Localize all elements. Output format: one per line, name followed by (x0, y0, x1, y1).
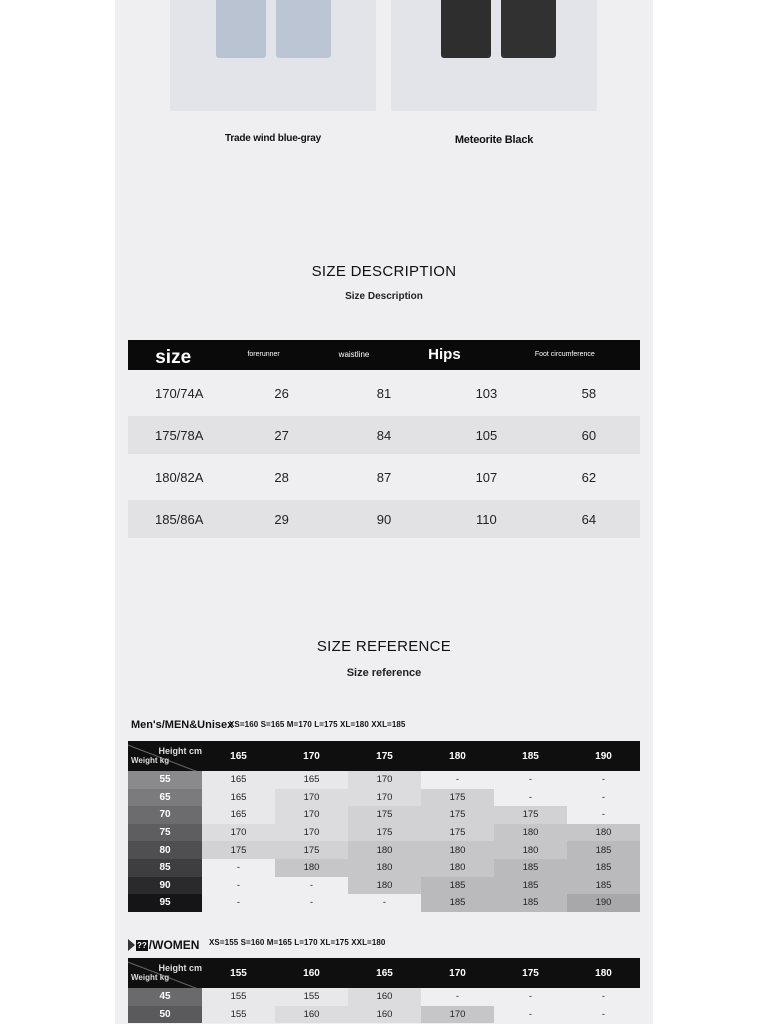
cell-hips: 103 (475, 385, 498, 401)
weight-axis-label: Weight kg (131, 756, 170, 765)
size-cell: 165 (202, 789, 275, 807)
grid-row (128, 859, 640, 877)
size-description-subtitle: Size Description (345, 291, 423, 302)
height-col: 170 (449, 967, 466, 979)
size-cell: 170 (421, 1006, 494, 1024)
size-cell: 185 (494, 877, 567, 895)
weight-axis-label: Weight kg (131, 973, 170, 982)
size-cell: 185 (567, 859, 640, 877)
cell-forerunner: 29 (274, 511, 289, 527)
grid-corner (128, 958, 202, 988)
cell-hips: 110 (476, 511, 497, 527)
weight-row-header: 95 (128, 894, 202, 912)
size-cell: 180 (348, 859, 421, 877)
size-cell: 180 (348, 877, 421, 895)
size-cell: 175 (494, 806, 567, 824)
product-image-black[interactable] (391, 0, 597, 111)
weight-row-header: 55 (128, 771, 202, 789)
size-cell: 175 (202, 841, 275, 859)
cell-hips: 105 (475, 427, 498, 443)
height-col: 175 (522, 967, 539, 979)
table-row (128, 458, 640, 496)
height-col: 175 (376, 750, 393, 762)
weight-row-header: 90 (128, 877, 202, 895)
height-axis-label: Height cm (158, 746, 202, 756)
cell-forerunner: 26 (274, 385, 289, 401)
cell-hips: 107 (475, 469, 498, 485)
size-cell: 185 (567, 877, 640, 895)
grid-row (128, 806, 640, 824)
size-cell: - (601, 1008, 606, 1020)
size-cell: 175 (348, 824, 421, 842)
size-cell: - (382, 897, 387, 909)
size-cell: 165 (202, 771, 275, 789)
size-cell: 180 (494, 824, 567, 842)
size-cell: - (236, 879, 241, 891)
grid-row (128, 988, 640, 1006)
height-col: 180 (449, 750, 466, 762)
cell-forerunner: 27 (274, 427, 289, 443)
size-cell: - (455, 774, 460, 786)
table-row (128, 500, 640, 538)
size-cell: 175 (421, 824, 494, 842)
men-section-label: Men's/MEN&Unisex (131, 719, 234, 731)
size-cell: - (528, 791, 533, 803)
product-label-blue-gray: Trade wind blue-gray (224, 133, 322, 144)
size-description-title: SIZE DESCRIPTION (311, 263, 457, 280)
size-cell: 165 (202, 806, 275, 824)
size-cell: 185 (494, 894, 567, 912)
size-cell: 180 (421, 841, 494, 859)
weight-row-header: 70 (128, 806, 202, 824)
size-cell: - (309, 879, 314, 891)
garbled-glyph-box: ?? (137, 940, 147, 950)
cell-size: 170/74A (154, 385, 204, 401)
size-cell: 170 (275, 806, 348, 824)
cell-foot: 62 (581, 469, 597, 485)
weight-row-header: 75 (128, 824, 202, 842)
women-size-grid (128, 958, 640, 1023)
size-cell: - (528, 774, 533, 786)
women-section-label (128, 938, 199, 952)
size-cell: 170 (348, 771, 421, 789)
header-foot-circumference: Foot circumference (534, 351, 595, 359)
height-col: 185 (522, 750, 539, 762)
height-col: 190 (595, 750, 612, 762)
shorts-left-leg (441, 0, 491, 58)
size-cell: 180 (421, 859, 494, 877)
size-cell: 160 (348, 1006, 421, 1024)
cell-forerunner: 28 (274, 469, 289, 485)
size-cell: 165 (275, 771, 348, 789)
size-cell: 175 (421, 806, 494, 824)
size-cell: - (236, 897, 241, 909)
cell-foot: 58 (581, 385, 597, 401)
women-size-mapping: XS=155 S=160 M=165 L=170 XL=175 XXL=180 (209, 938, 386, 947)
size-cell: 160 (348, 988, 421, 1006)
size-cell: 180 (275, 859, 348, 877)
size-cell: - (601, 809, 606, 821)
weight-row-header: 45 (128, 988, 202, 1006)
table-row (128, 416, 640, 454)
height-col: 170 (303, 750, 320, 762)
grid-header (128, 741, 640, 771)
size-cell: - (455, 991, 460, 1003)
size-cell: 170 (202, 824, 275, 842)
grid-row (128, 1006, 640, 1024)
size-cell: 170 (275, 789, 348, 807)
size-cell: 180 (494, 841, 567, 859)
size-cell: 175 (275, 841, 348, 859)
height-col: 180 (595, 967, 612, 979)
weight-row-header: 85 (128, 859, 202, 877)
size-cell: 185 (421, 894, 494, 912)
height-col: 155 (230, 967, 247, 979)
grid-row (128, 771, 640, 789)
size-reference-subtitle: Size reference (346, 667, 422, 679)
size-cell: - (236, 862, 241, 874)
weight-row-header: 50 (128, 1006, 202, 1024)
size-cell: 170 (348, 789, 421, 807)
size-cell: 180 (567, 824, 640, 842)
header-size: size (155, 347, 192, 369)
size-cell: 175 (421, 789, 494, 807)
table-header (128, 340, 640, 370)
size-cell: - (601, 991, 606, 1003)
cell-size: 175/78A (154, 427, 204, 443)
shorts-right-leg (501, 0, 556, 58)
product-label-black: Meteorite Black (454, 134, 534, 146)
cell-foot: 64 (581, 511, 597, 527)
weight-row-header: 80 (128, 841, 202, 859)
cell-waistline: 87 (376, 469, 392, 485)
table-row (128, 374, 640, 412)
weight-row-header: 65 (128, 789, 202, 807)
size-cell: 155 (275, 988, 348, 1006)
size-cell: 155 (202, 1006, 275, 1024)
size-cell: 185 (567, 841, 640, 859)
size-cell: - (528, 1008, 533, 1020)
shorts-left-leg (216, 0, 266, 58)
grid-row (128, 789, 640, 807)
height-col: 165 (230, 750, 247, 762)
grid-header (128, 958, 640, 988)
women-label-text: /WOMEN (148, 938, 200, 952)
cell-foot: 60 (581, 427, 597, 443)
header-hips: Hips (428, 346, 461, 364)
men-size-grid (128, 741, 640, 912)
cell-size: 185/86A (154, 511, 204, 527)
size-cell: 160 (275, 1006, 348, 1024)
size-cell: 185 (494, 859, 567, 877)
size-cell: 185 (421, 877, 494, 895)
grid-row (128, 894, 640, 912)
cell-waistline: 90 (376, 511, 392, 527)
grid-row (128, 877, 640, 895)
header-forerunner: forerunner (247, 351, 280, 359)
cell-waistline: 84 (376, 427, 392, 443)
grid-row (128, 824, 640, 842)
height-col: 160 (303, 967, 320, 979)
height-col: 165 (376, 967, 393, 979)
grid-corner (128, 741, 202, 771)
size-cell: 180 (348, 841, 421, 859)
shorts-right-leg (276, 0, 331, 58)
grid-row (128, 841, 640, 859)
triangle-marker-icon (128, 939, 135, 951)
size-cell: 155 (202, 988, 275, 1006)
men-size-mapping: XS=160 S=165 M=170 L=175 XL=180 XXL=185 (229, 720, 406, 729)
size-cell: - (528, 991, 533, 1003)
size-cell: - (601, 791, 606, 803)
size-cell: - (601, 774, 606, 786)
size-reference-title: SIZE REFERENCE (316, 638, 452, 655)
product-image-blue-gray[interactable] (170, 0, 376, 111)
size-description-table (128, 340, 640, 538)
header-waistline: waistline (338, 349, 370, 359)
size-cell: 190 (567, 894, 640, 912)
size-cell: 170 (275, 824, 348, 842)
size-cell: - (309, 897, 314, 909)
height-axis-label: Height cm (158, 963, 202, 973)
size-cell: 175 (348, 806, 421, 824)
cell-size: 180/82A (154, 469, 204, 485)
cell-waistline: 81 (376, 385, 392, 401)
